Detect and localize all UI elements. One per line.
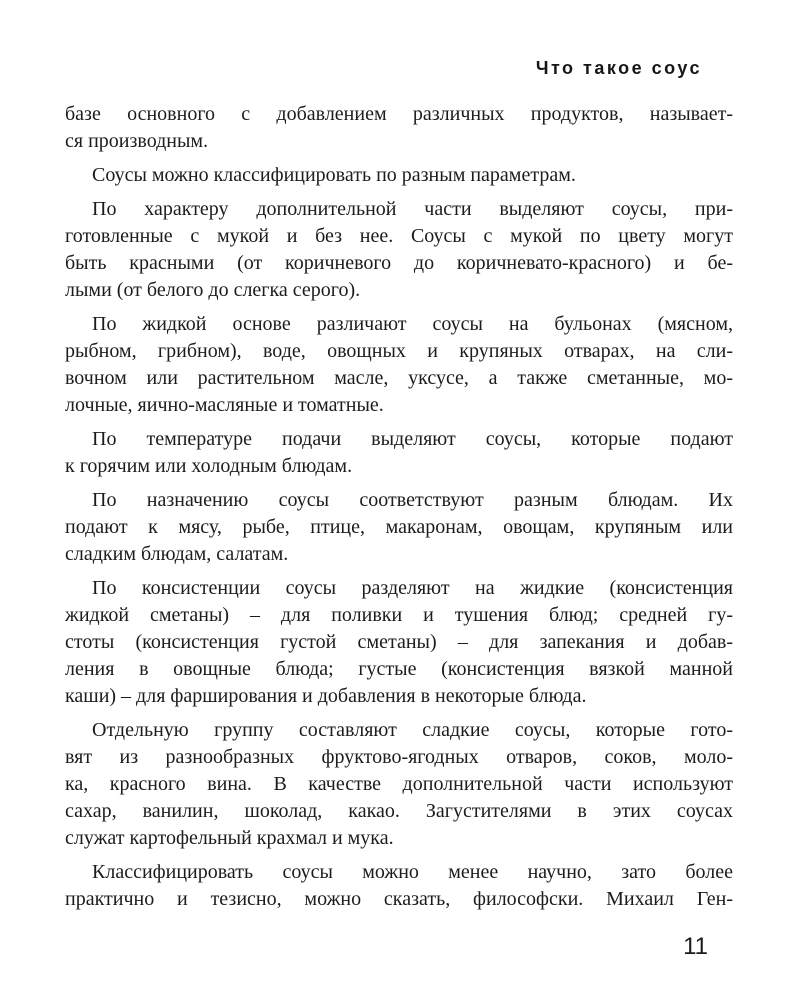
text-line: каши) – для фарширования и добавления в некоторые блюда. (65, 685, 587, 707)
text-line: жидкой сметаны) – для поливки и тушения блюд; средней гу- (65, 604, 733, 626)
text-line: ся производным. (65, 130, 209, 152)
text-line: рыбном, грибном), воде, овощных и крупяных отварах, на сли- (65, 340, 733, 362)
text-line: готовленные с мукой и без нее. Соусы с мукой по цвету могут (65, 225, 733, 247)
text-line: По назначению соусы соответствуют разным блюдам. Их (92, 489, 733, 511)
text-line: ления в овощные блюда; густые (консистенция вязкой манной (65, 658, 733, 680)
paragraph (65, 162, 733, 189)
paragraph (65, 575, 733, 710)
text-line: По консистенции соусы разделяют на жидкие (консистенция (92, 577, 733, 599)
text-line: стоты (консистенция густой сметаны) – для запекания и добав- (65, 631, 733, 653)
paragraph (65, 101, 733, 155)
paragraph (65, 717, 733, 852)
text-line: По жидкой основе различают соусы на бульонах (мясном, (92, 313, 733, 335)
text-line: подают к мясу, рыбе, птице, макаронам, овощам, крупяным или (65, 516, 733, 538)
text-line: Соусы можно классифицировать по разным параметрам. (92, 164, 576, 186)
text-line: служат картофельный крахмал и мука. (65, 827, 394, 849)
text-line: вят из разнообразных фруктово-ягодных отваров, соков, моло- (65, 746, 733, 768)
text-line: По температуре подачи выделяют соусы, которые подают (92, 428, 733, 450)
text-line: сахар, ванилин, шоколад, какао. Загустителями в этих соусах (65, 800, 733, 822)
text-line: практично и тезисно, можно сказать, философски. Михаил Ген- (65, 888, 733, 910)
page-number: 11 (683, 933, 708, 960)
text-line: к горячим или холодным блюдам. (65, 455, 353, 477)
paragraph (65, 311, 733, 419)
paragraph (65, 487, 733, 568)
text-line: базе основного с добавлением различных продуктов, называет- (65, 103, 733, 125)
text-line: По характеру дополнительной части выделяют соусы, при- (92, 198, 733, 220)
page-body (65, 101, 733, 920)
text-line: сладким блюдам, салатам. (65, 543, 289, 565)
paragraph (65, 859, 733, 913)
text-line: вочном или растительном масле, уксусе, а также сметанные, мо- (65, 367, 733, 389)
paragraph (65, 426, 733, 480)
text-line: лочные, яично-масляные и томатные. (65, 394, 384, 416)
text-line: Классифицировать соусы можно менее научно, зато более (92, 861, 733, 883)
text-line: Отдельную группу составляют сладкие соусы, которые гото- (92, 719, 733, 741)
paragraph (65, 196, 733, 304)
text-line: ка, красного вина. В качестве дополнительной части используют (65, 773, 733, 795)
text-line: быть красными (от коричневого до коричневато-красного) и бе- (65, 252, 733, 274)
text-line: лыми (от белого до слегка серого). (65, 279, 361, 301)
running-head: Что такое соус (535, 58, 702, 78)
